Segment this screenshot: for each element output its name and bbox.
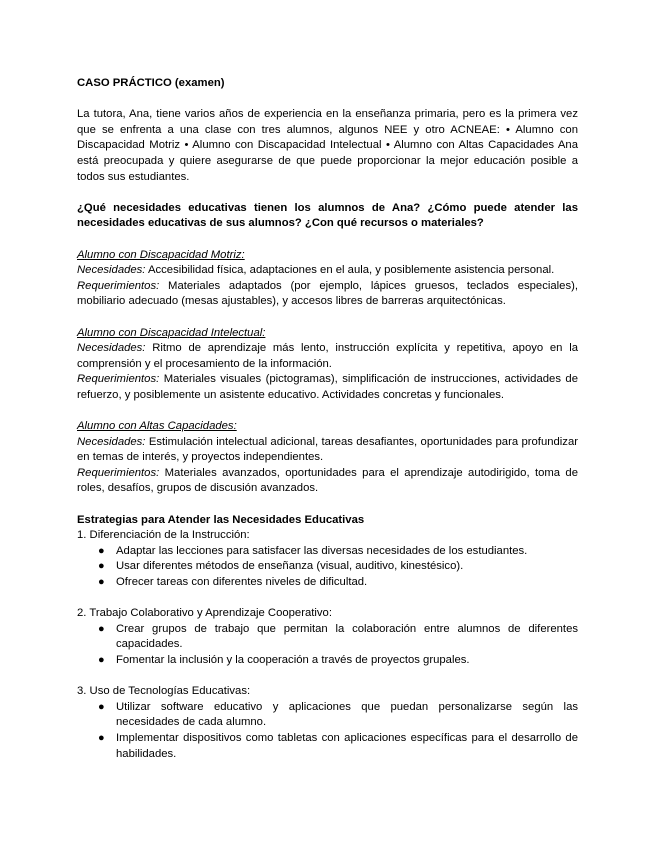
section-intelectual: [77, 326, 578, 404]
document-page: [77, 76, 578, 778]
needs-label: Necesidades:: [77, 264, 146, 277]
section-title: Alumno con Discapacidad Motriz:: [77, 248, 245, 261]
bullet-text: Usar diferentes métodos de enseñanza (visual, auditivo, kinestésico).: [116, 560, 464, 573]
bullet-text: Adaptar las lecciones para satisfacer las diversas necesidades de los estudiantes.: [116, 544, 528, 557]
strategy-heading: 3. Uso de Tecnologías Educativas:: [77, 685, 251, 698]
bullet-icon: ●: [98, 560, 105, 573]
section-motriz: [77, 248, 578, 310]
bullet-icon: ●: [98, 700, 105, 713]
bullet-icon: ●: [98, 653, 105, 666]
needs-label: Necesidades:: [77, 342, 146, 355]
requirements-text: Materiales avanzados, oportunidades para el aprendizaje autodirigido, toma de roles, desafíos, grupos de discusión avanzados.: [77, 466, 578, 495]
bullet-item: [77, 700, 578, 731]
needs-text: Estimulación intelectual adicional, tareas desafiantes, oportunidades para profundizar en temas de interés, y proyectos independientes.: [77, 435, 578, 464]
requirements-label: Requerimientos:: [77, 279, 160, 292]
needs-label: Necesidades:: [77, 435, 146, 448]
bullet-text: Crear grupos de trabajo que permitan la colaboración entre alumnos de diferentes capacidades.: [116, 622, 578, 651]
section-title: Alumno con Discapacidad Intelectual:: [77, 326, 266, 339]
section-altas-capacidades: [77, 419, 578, 497]
bullet-text: Utilizar software educativo y aplicaciones que puedan personalizarse según las necesidades de cada alumno.: [116, 700, 578, 729]
bullet-item: [77, 653, 578, 669]
bullet-list: [77, 700, 578, 762]
document-title: CASO PRÁCTICO (examen): [77, 77, 225, 89]
strategy-block: [77, 606, 578, 668]
bullet-text: Ofrecer tareas con diferentes niveles de dificultad.: [116, 576, 368, 588]
needs-paragraph: [77, 263, 578, 279]
needs-text: Accesibilidad física, adaptaciones en el aula, y posiblemente asistencia personal.: [147, 264, 555, 277]
requirements-paragraph: [77, 466, 578, 497]
bullet-icon: ●: [98, 731, 105, 744]
bullet-list: [77, 544, 578, 591]
needs-paragraph: [77, 341, 578, 372]
section-title: Alumno con Altas Capacidades:: [77, 420, 237, 433]
bullet-icon: ●: [98, 622, 105, 635]
bullet-item: [77, 575, 578, 591]
strategy-heading: 1. Diferenciación de la Instrucción:: [77, 529, 250, 542]
requirements-paragraph: [77, 279, 578, 310]
bullet-text: Implementar dispositivos como tabletas con aplicaciones específicas para el desarrollo de habilidades.: [116, 731, 578, 760]
strategy-heading: 2. Trabajo Colaborativo y Aprendizaje Cooperativo:: [77, 607, 332, 620]
requirements-paragraph: [77, 372, 578, 403]
bullet-item: [77, 559, 578, 575]
requirements-text: Materiales visuales (pictogramas), simplificación de instrucciones, actividades de refuerzo, y posiblemente un asistente educativo. Actividades concretas y funcionales.: [77, 373, 578, 401]
bullet-icon: ●: [98, 576, 105, 588]
bullet-item: [77, 731, 578, 762]
needs-text: Ritmo de aprendizaje más lento, instrucción explícita y repetitiva, apoyo en la comprensión y el procesamiento de la información.: [77, 342, 578, 370]
requirements-text: Materiales adaptados (por ejemplo, lápices gruesos, teclados especiales), mobiliario adecuado (mesas ajustables), y accesos libres de barreras arquitectónicas.: [77, 279, 578, 308]
bullet-item: [77, 622, 578, 653]
needs-paragraph: [77, 435, 578, 466]
question-paragraph: ¿Qué necesidades educativas tienen los alumnos de Ana? ¿Cómo puede atender las necesidades educativas de sus alumnos? ¿Con qué recursos o materiales?: [77, 201, 578, 230]
strategy-block: [77, 528, 578, 590]
bullet-icon: ●: [98, 544, 105, 557]
intro-paragraph: La tutora, Ana, tiene varios años de experiencia en la enseñanza primaria, pero es la primera vez que se enfrenta a una clase con tres alumnos, algunos NEE y otro ACNEAE: • Alumno con Discapacidad Motriz • Alumno con Discapacidad Intelectual • Alumno con Altas Capacidades Ana está preocupada y quiere asegurarse de que puede proporcionar la mejor educación posible a todos sus estudiantes.: [77, 108, 578, 183]
bullet-list: [77, 622, 578, 669]
bullet-text: Fomentar la inclusión y la cooperación a través de proyectos grupales.: [116, 653, 470, 666]
strategy-block: [77, 684, 578, 762]
requirements-label: Requerimientos:: [77, 466, 160, 479]
strategies-heading: Estrategias para Atender las Necesidades Educativas: [77, 513, 365, 526]
requirements-label: Requerimientos:: [77, 373, 160, 386]
bullet-item: [77, 544, 578, 560]
